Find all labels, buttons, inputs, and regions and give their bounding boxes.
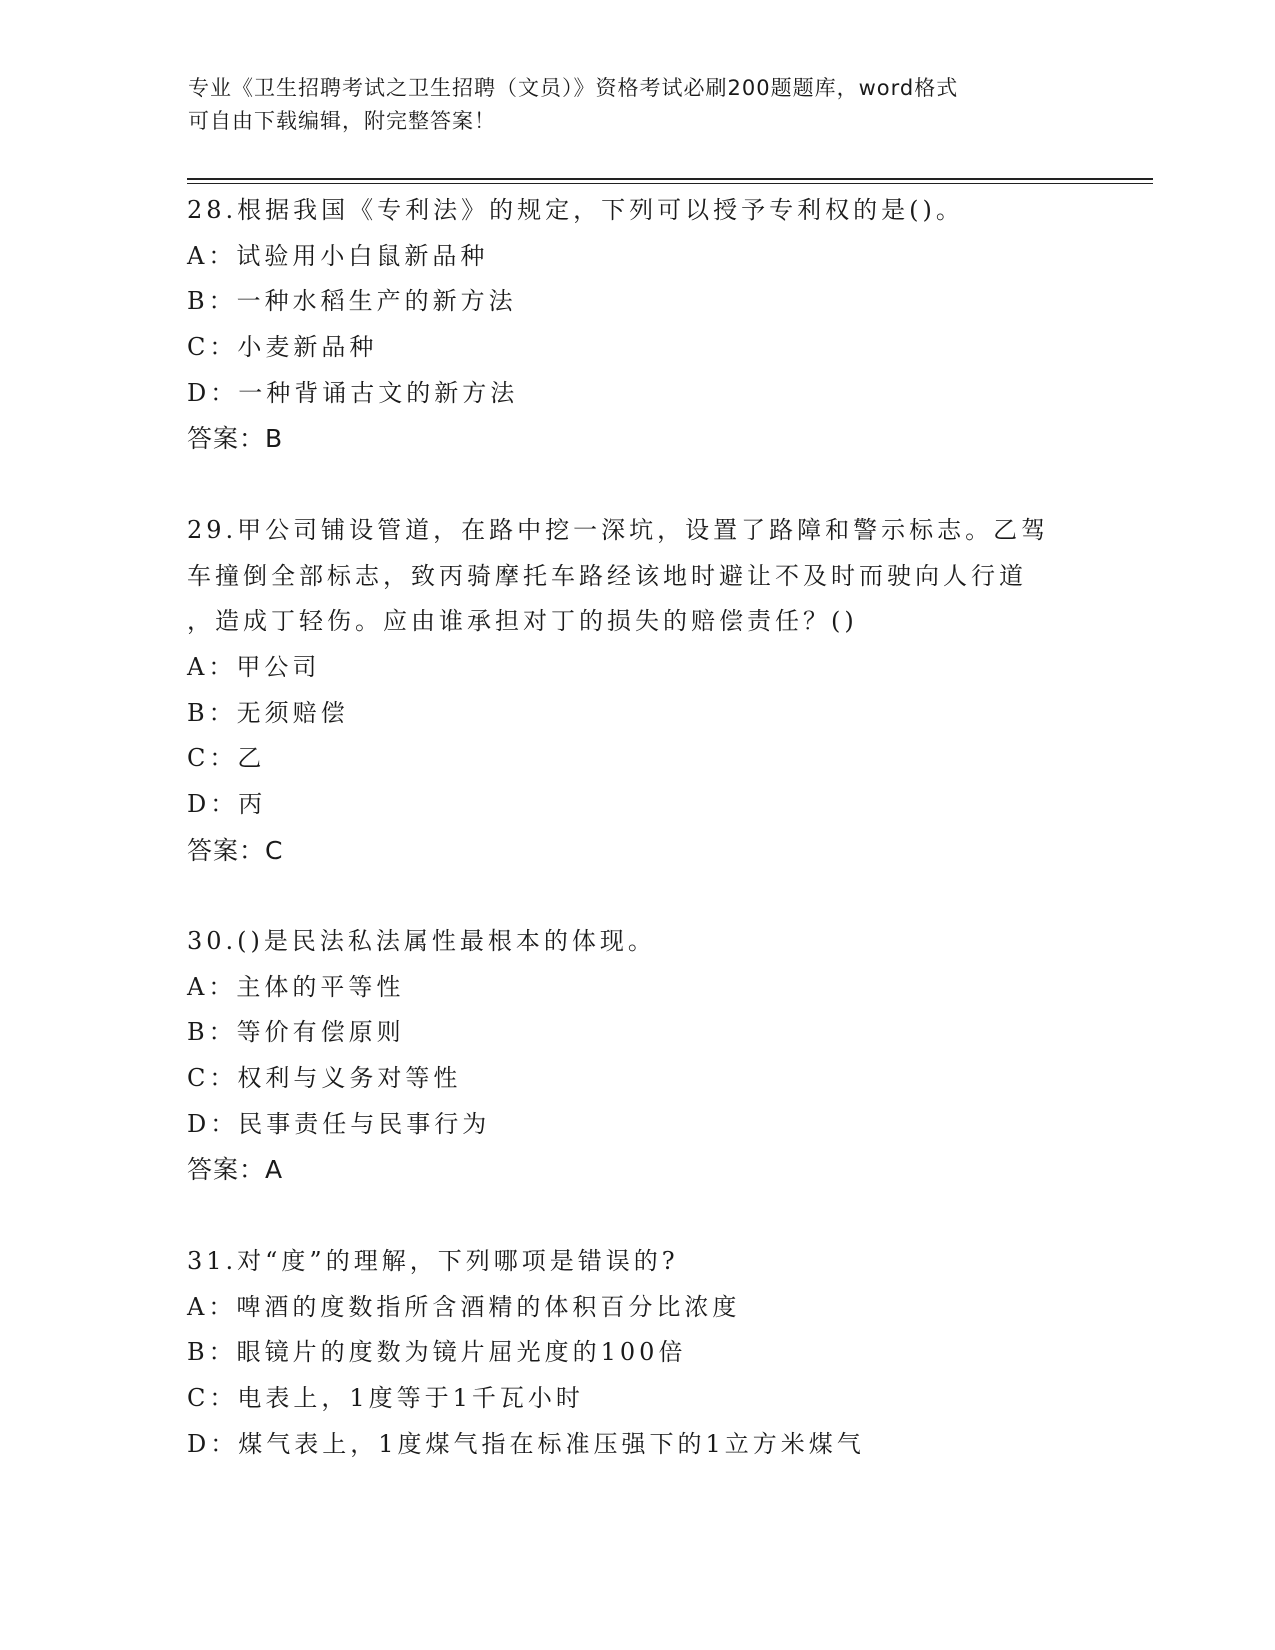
option-a: A：啤酒的度数指所含酒精的体积百分比浓度 [187, 1292, 741, 1321]
spacer [187, 873, 1147, 919]
option-d: D：煤气表上，1度煤气指在标准压强下的1立方米煤气 [187, 1429, 865, 1458]
option-c: C：乙 [187, 744, 266, 773]
option-c: C：电表上，1度等于1千瓦小时 [187, 1383, 584, 1412]
spacer [187, 1193, 1147, 1239]
option-d: D：丙 [187, 789, 267, 818]
header-line-1: 专业《卫生招聘考试之卫生招聘（文员）》资格考试必刷200题题库，word格式 [188, 76, 959, 100]
option-c: C：权利与义务对等性 [187, 1064, 462, 1093]
spacer [187, 462, 1147, 508]
option-b: B：一种水稻生产的新方法 [187, 287, 517, 316]
option-d: D：民事责任与民事行为 [187, 1109, 491, 1138]
question-stem: 30.()是民法私法属性最根本的体现。 [187, 927, 656, 955]
option-b: B：无须赔偿 [187, 698, 349, 727]
question-28 [187, 188, 1147, 462]
question-29 [187, 508, 1147, 874]
question-stem-line-3: ，造成丁轻伤。应由谁承担对丁的损失的赔偿责任？() [187, 607, 858, 636]
question-30 [187, 919, 1147, 1193]
document-header [188, 72, 1088, 138]
option-a: A：试验用小白鼠新品种 [187, 241, 489, 270]
option-a: A：主体的平等性 [187, 972, 405, 1001]
option-c: C：小麦新品种 [187, 333, 378, 362]
question-31 [187, 1239, 1147, 1467]
answer-label: 答案：B [187, 424, 284, 454]
option-b: B：等价有偿原则 [187, 1018, 405, 1047]
option-a: A：甲公司 [187, 652, 321, 681]
answer-label: 答案：C [187, 835, 284, 865]
header-divider-thin [187, 183, 1153, 184]
header-divider-thick [187, 178, 1153, 180]
question-stem: 31.对“度”的理解，下列哪项是错误的? [187, 1246, 679, 1275]
answer-label: 答案：A [187, 1155, 284, 1185]
option-b: B：眼镜片的度数为镜片屈光度的100倍 [187, 1338, 687, 1367]
question-stem-line-1: 29.甲公司铺设管道，在路中挖一深坑，设置了路障和警示标志。乙驾 [187, 515, 1050, 544]
question-list [187, 188, 1147, 1467]
question-stem-line-2: 车撞倒全部标志，致丙骑摩托车路经该地时避让不及时而驶向人行道 [187, 561, 1027, 590]
header-line-2: 可自由下载编辑，附完整答案！ [188, 109, 496, 133]
option-d: D：一种背诵古文的新方法 [187, 378, 519, 407]
question-stem: 28.根据我国《专利法》的规定，下列可以授予专利权的是()。 [187, 196, 964, 224]
